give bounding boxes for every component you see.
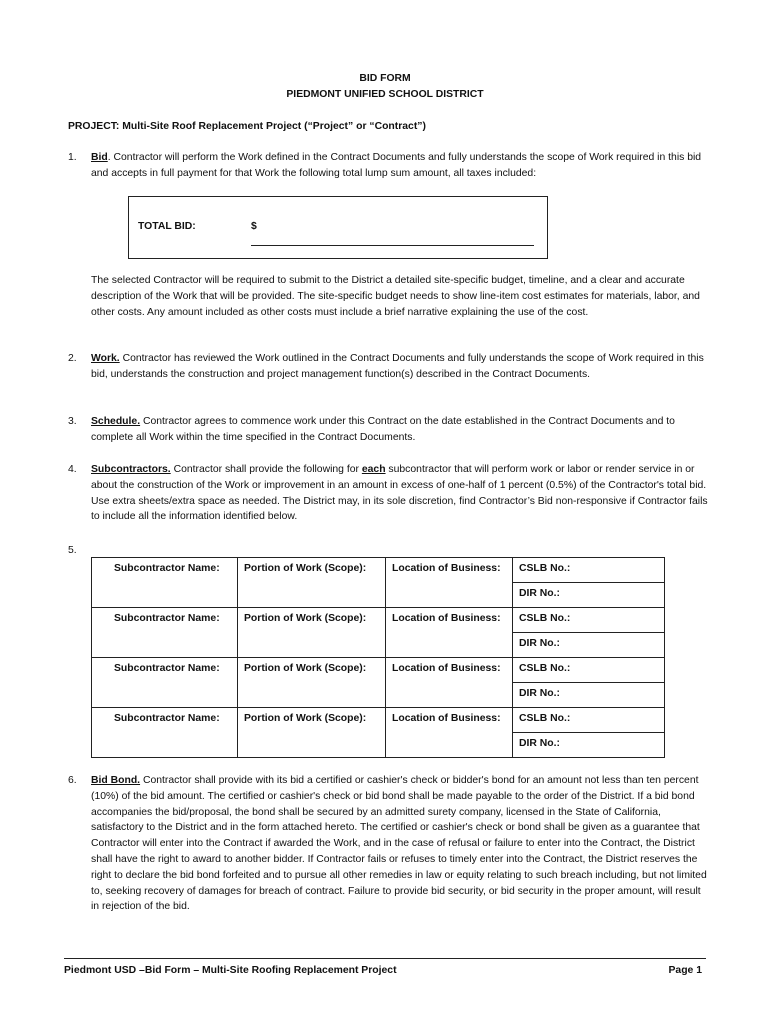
item-emphasis: each xyxy=(361,464,386,475)
table-row xyxy=(92,608,665,633)
subcontractor-name-cell[interactable]: Subcontractor Name: xyxy=(92,558,238,608)
item-number: 5. xyxy=(68,545,77,556)
item-body: Contractor shall provide the following for xyxy=(170,464,362,475)
total-bid-label: TOTAL BID: xyxy=(138,221,196,232)
dir-cell[interactable]: DIR No.: xyxy=(513,683,665,708)
cslb-cell[interactable]: CSLB No.: xyxy=(513,708,665,733)
item-text xyxy=(91,150,708,182)
item-body: Contractor agrees to commence work under this Contract on the date established in the Contract Documents and to complete all Work within the time specified in the Contract Documents. xyxy=(91,416,675,443)
subcontractor-name-cell[interactable]: Subcontractor Name: xyxy=(92,708,238,758)
scope-cell[interactable]: Portion of Work (Scope): xyxy=(238,658,386,708)
table-row xyxy=(92,708,665,733)
scope-cell[interactable]: Portion of Work (Scope): xyxy=(238,708,386,758)
item-body: subcontractor that will perform work or labor or render service in or about the construction of the Work or improvement in an amount in excess of one-half of 1 percent (0.5%) of the Contractor's total bid. Use extra sheets/extra space as needed. The District may, in its sole discretion, find Contractor’s Bid non-responsive if Contractor fails to include all the information identified below. xyxy=(91,464,708,523)
dir-cell[interactable]: DIR No.: xyxy=(513,633,665,658)
cslb-cell[interactable]: CSLB No.: xyxy=(513,658,665,683)
footer-divider xyxy=(64,958,706,959)
subcontractor-name-cell[interactable]: Subcontractor Name: xyxy=(92,608,238,658)
location-cell[interactable]: Location of Business: xyxy=(386,608,513,658)
subcontractor-name-cell[interactable]: Subcontractor Name: xyxy=(92,658,238,708)
item-bid-bond xyxy=(68,773,708,915)
page-number: Page 1 xyxy=(668,965,702,976)
item-subcontractors xyxy=(68,462,708,525)
item-lead: Bid Bond. xyxy=(91,775,141,786)
item-lead: Work. xyxy=(91,353,120,364)
item-lead: Schedule. xyxy=(91,416,141,427)
item-schedule xyxy=(68,414,708,446)
scope-cell[interactable]: Portion of Work (Scope): xyxy=(238,558,386,608)
footer-title: Piedmont USD –Bid Form – Multi-Site Roofing Replacement Project xyxy=(64,965,397,976)
district-name: PIEDMONT UNIFIED SCHOOL DISTRICT xyxy=(286,89,484,100)
item-lead: Subcontractors. xyxy=(91,464,171,475)
item-body: . Contractor will perform the Work defined in the Contract Documents and fully understands the scope of Work required in this bid and accepts in full payment for that Work the following total lump sum amount, all taxes included: xyxy=(91,152,702,179)
total-bid-box xyxy=(128,196,548,259)
dir-cell[interactable]: DIR No.: xyxy=(513,733,665,758)
project-line: PROJECT: Multi-Site Roof Replacement Project (“Project” or “Contract”) xyxy=(68,121,426,132)
item-number: 6. xyxy=(68,775,77,786)
subcontractor-table xyxy=(91,557,665,758)
item-text xyxy=(91,773,708,915)
item-number: 1. xyxy=(68,152,77,163)
dollar-sign: $ xyxy=(251,221,257,232)
item-bid xyxy=(68,150,708,182)
dir-cell[interactable]: DIR No.: xyxy=(513,583,665,608)
scope-cell[interactable]: Portion of Work (Scope): xyxy=(238,608,386,658)
table-row xyxy=(92,658,665,683)
cslb-cell[interactable]: CSLB No.: xyxy=(513,608,665,633)
total-bid-input-line[interactable] xyxy=(251,245,534,246)
item-number: 3. xyxy=(68,416,77,427)
item-text xyxy=(91,414,708,446)
location-cell[interactable]: Location of Business: xyxy=(386,558,513,608)
item-body: Contractor shall provide with its bid a certified or cashier's check or bidder's bond for an amount not less than ten percent (10%) of the bid amount. The certified or cashier's check or bid bond shall be made payable to the order of the District. If a bid bond accompanies the bid/proposal, the bond shall be secured by an admitted surety company, licensed in the State of California, satisfactory to the District and in the form attached hereto. The certified or cashier's check or bond shall be given as a guarantee that Contractor will enter into the Contract if awarded the Work, and in the case of refusal or failure to enter into the Contract, the District shall have the right to award to another bidder. If Contractor fails or refuses to timely enter into the Contract, the District reserves the right to declare the bid bond forfeited and to pursue all other remedies in law or equity relating to such breach including, but not limited to, seeking recovery of damages for breach of contract. Failure to provide bid security, or bid security in the proper amount, will result in rejection of the bid. xyxy=(91,775,707,913)
budget-paragraph: The selected Contractor will be required to submit to the District a detailed site-specific budget, timeline, and a clear and accurate description of the Work that will be provided. The site-specific budget needs to show line-item cost estimates for materials, labor, and other costs. Any amount included as other costs must include a brief narrative explaining the use of the cost. xyxy=(91,275,700,318)
item-body: Contractor has reviewed the Work outlined in the Contract Documents and fully understands the scope of Work required in this bid, understands the construction and project management function(s) described in the Contract Documents. xyxy=(91,353,704,380)
form-title: BID FORM xyxy=(359,73,411,84)
item-work xyxy=(68,351,708,383)
item-lead: Bid xyxy=(91,152,108,163)
item-text xyxy=(91,462,708,525)
item-number: 2. xyxy=(68,353,77,364)
table-row xyxy=(92,558,665,583)
location-cell[interactable]: Location of Business: xyxy=(386,658,513,708)
location-cell[interactable]: Location of Business: xyxy=(386,708,513,758)
item-number: 4. xyxy=(68,464,77,475)
item-text xyxy=(91,351,708,383)
cslb-cell[interactable]: CSLB No.: xyxy=(513,558,665,583)
